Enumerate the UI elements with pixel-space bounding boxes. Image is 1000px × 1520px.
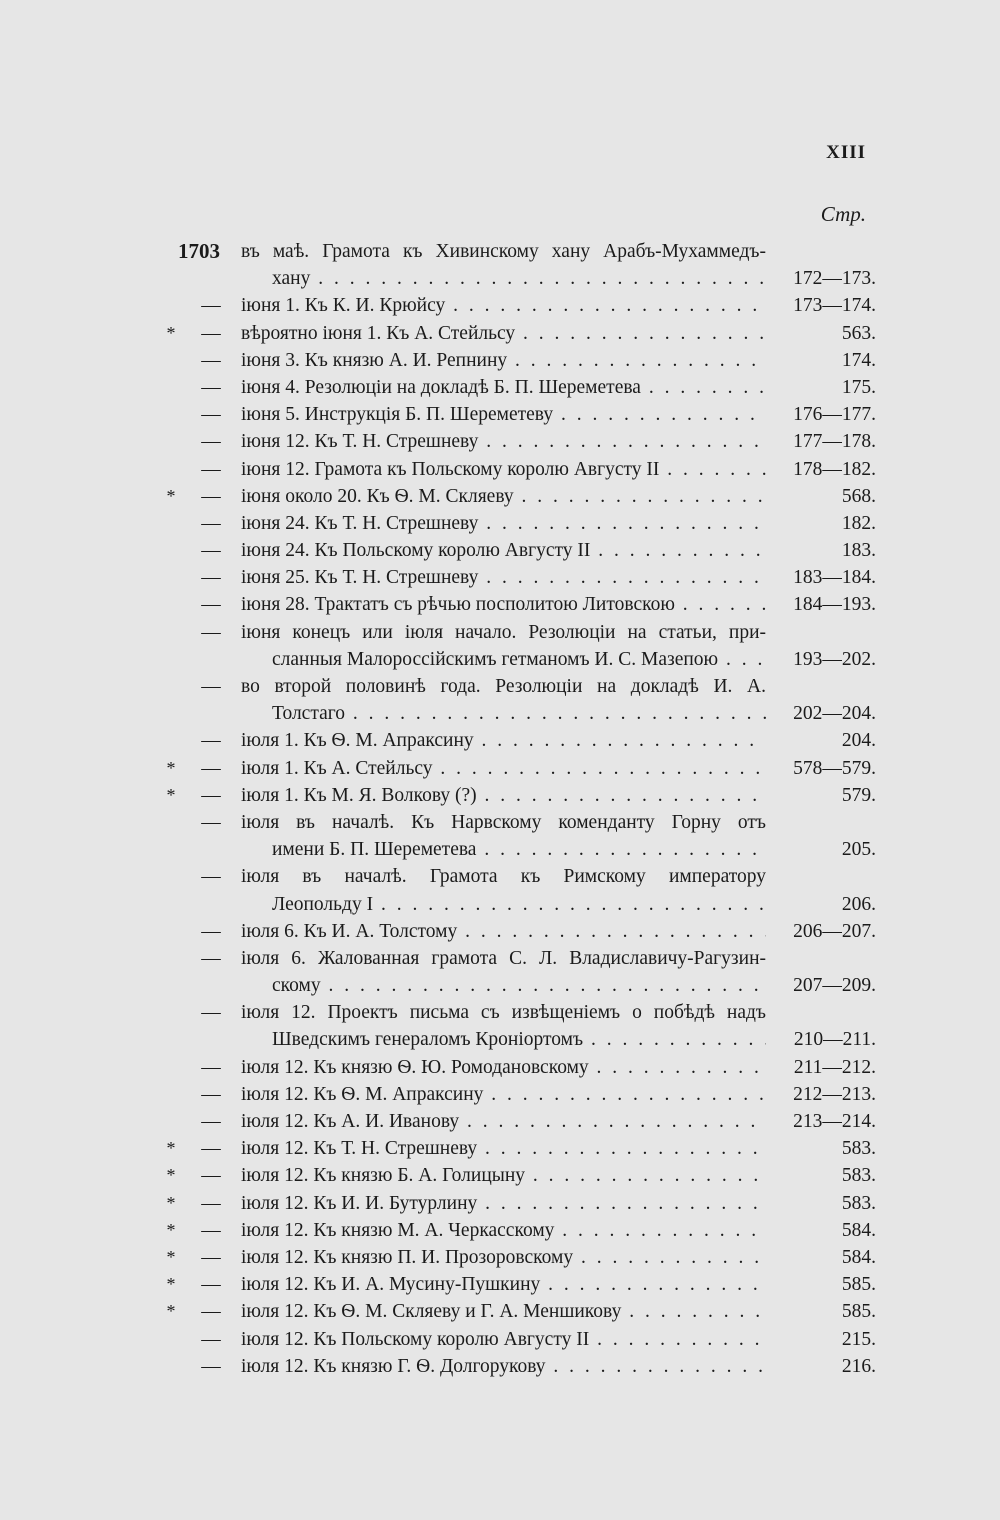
entry-dash: — [201, 811, 221, 833]
entry-title [241, 782, 766, 809]
entry-title [241, 320, 766, 347]
entry-title [241, 1244, 766, 1271]
toc-entry-line [0, 1081, 1000, 1108]
toc-entry-line [0, 401, 1000, 428]
entry-page-number: 578—579. [793, 757, 876, 779]
entry-title [241, 809, 766, 836]
entry-asterisk: * [166, 1301, 176, 1322]
entry-page-number: 184—193. [793, 594, 876, 616]
entry-dash: — [201, 485, 221, 507]
entry-page-number: 213—214. [793, 1111, 876, 1132]
toc-entry-line [0, 836, 1000, 863]
entry-title [241, 755, 766, 782]
entry-title-text: іюля 1. Къ М. Я. Волкову (?) [241, 784, 477, 806]
entry-dash: — [201, 512, 221, 534]
entry-title [241, 537, 766, 564]
dot-leader [590, 540, 766, 561]
entry-dash: — [201, 349, 221, 371]
entry-page-number: 583. [841, 1192, 876, 1214]
entry-page-number: 215. [841, 1328, 876, 1350]
entry-title [241, 374, 766, 401]
entry-title-text: іюля 12. Къ князю Б. А. Голицыну [241, 1165, 526, 1187]
entry-dash: — [201, 431, 221, 453]
page-folio: XIII [826, 142, 866, 163]
dot-leader [310, 268, 766, 289]
toc-entry-line [0, 945, 1000, 972]
entry-title-text: іюня 24. Къ Польскому королю Августу II [241, 540, 591, 562]
toc-entry-line [0, 1271, 1000, 1298]
entry-title [241, 1190, 766, 1217]
entry-title-text: іюля 12. Къ А. И. Иванову [241, 1111, 460, 1132]
toc-entry-line [0, 1162, 1000, 1189]
toc-entry-line [0, 1326, 1000, 1353]
entry-dash: — [201, 1246, 221, 1268]
entry-title [272, 265, 766, 292]
entry-dash: — [201, 784, 221, 806]
toc-entry-line [0, 1026, 1000, 1053]
toc-entry-line [0, 292, 1000, 319]
entry-dash: — [201, 1274, 221, 1296]
entry-dash: — [201, 621, 221, 643]
entry-dash: — [201, 866, 221, 888]
dot-leader [457, 921, 766, 942]
toc-entry-line [0, 646, 1000, 673]
dot-leader [433, 758, 766, 779]
dot-leader [515, 323, 766, 344]
dot-leader [554, 1220, 766, 1241]
dot-leader [478, 567, 766, 588]
entry-title [241, 456, 766, 483]
entry-dash: — [201, 1301, 221, 1323]
entry-dash: — [201, 404, 221, 426]
entry-title [241, 1162, 766, 1189]
entry-title-text: іюля 12. Къ Ѳ. М. Скляеву и Г. А. Меншикову [241, 1301, 622, 1323]
entry-page-number: 211—212. [793, 1056, 876, 1078]
entry-title [241, 1326, 766, 1353]
entry-dash: — [201, 676, 221, 697]
entry-page-number: 202—204. [793, 703, 876, 725]
entry-title [272, 1026, 766, 1053]
entry-asterisk: * [166, 322, 176, 343]
toc-entry-line [0, 537, 1000, 564]
entry-dash: — [201, 567, 221, 589]
entry-title [241, 428, 766, 455]
entry-asterisk: * [166, 1219, 176, 1240]
toc-entry-line [0, 1217, 1000, 1244]
entry-title [241, 347, 766, 374]
entry-page-number: 563. [841, 322, 876, 344]
toc-entry-line [0, 619, 1000, 646]
dot-leader [546, 1356, 766, 1377]
entry-title [241, 510, 766, 537]
entry-title-text: Шведскимъ генераломъ Кроніортомъ [272, 1029, 584, 1051]
toc-entry-line [0, 891, 1000, 918]
entry-dash: — [201, 757, 221, 779]
toc-entry-line [0, 347, 1000, 374]
toc-entry-line [0, 809, 1000, 836]
dot-leader [474, 730, 766, 751]
entry-page-number: 173—174. [793, 295, 876, 317]
dot-leader [641, 377, 766, 398]
entry-page-number: 204. [841, 730, 876, 752]
toc-entry-line [0, 727, 1000, 754]
entry-page-number: 207—209. [793, 975, 876, 997]
entry-title-text: іюня 28. Трактатъ съ рѣчью посполитою Литовскою [241, 594, 675, 616]
toc-entry-line [0, 918, 1000, 945]
entry-dash: — [201, 594, 221, 616]
entry-page-number: 183. [841, 540, 876, 562]
dot-leader [476, 839, 766, 860]
entry-title-text: во второй половинѣ года. Резолюціи на докладѣ И. А. [241, 676, 766, 697]
dot-leader [373, 894, 766, 915]
toc-entry-line [0, 238, 1000, 265]
toc-entry-line [0, 510, 1000, 537]
toc-entry-line [0, 782, 1000, 809]
toc-entry-line [0, 428, 1000, 455]
entry-title-text: скому [272, 975, 321, 997]
toc-entry-line [0, 265, 1000, 292]
entry-dash: — [201, 1355, 221, 1377]
entry-page-number: 216. [841, 1355, 876, 1377]
entry-title-text: іюля 12. Къ Ѳ. М. Апраксину [241, 1083, 484, 1105]
entry-title [241, 483, 766, 510]
entry-page-number: 182. [841, 512, 876, 534]
dot-leader [507, 350, 766, 371]
dot-leader [589, 1057, 766, 1078]
entry-page-number: 206—207. [793, 920, 876, 942]
toc-entry-line [0, 374, 1000, 401]
dot-leader [573, 1247, 766, 1268]
entry-page-number: 178—182. [793, 458, 876, 480]
entry-page-number: 193—202. [793, 648, 876, 670]
entry-asterisk: * [166, 1274, 176, 1295]
entry-title [241, 1081, 766, 1108]
entry-title-text: іюля 6. Къ И. А. Толстому [241, 920, 458, 942]
entry-title [241, 1135, 766, 1162]
entry-title-text: іюля 12. Къ князю П. И. Прозоровскому [241, 1246, 574, 1268]
dot-leader [583, 1029, 766, 1050]
entry-dash: — [201, 730, 221, 752]
entry-page-number: 210—211. [793, 1029, 876, 1051]
entry-page-number: 585. [841, 1301, 876, 1323]
dot-leader [553, 404, 766, 425]
entry-title [241, 292, 766, 319]
entry-dash: — [201, 1138, 221, 1160]
entry-title-text: іюля 12. Къ И. А. Мусину-Пушкину [241, 1274, 541, 1296]
toc-entry-line [0, 1054, 1000, 1081]
dot-leader [478, 431, 766, 452]
entry-asterisk: * [166, 1165, 176, 1186]
entry-title [241, 1217, 766, 1244]
toc-entry-line [0, 1108, 1000, 1135]
entry-title [241, 863, 766, 890]
dot-leader [514, 486, 766, 507]
entry-page-number: 584. [841, 1246, 876, 1268]
entry-title [241, 999, 766, 1026]
entry-title [272, 836, 766, 863]
entry-dash: — [201, 1002, 221, 1024]
dot-leader [589, 1329, 766, 1350]
entry-dash: — [201, 920, 221, 942]
entry-asterisk: * [166, 784, 176, 805]
entry-title [272, 891, 766, 918]
entry-title-text: іюля 12. Проектъ письма съ извѣщеніемъ о побѣдѣ надъ [241, 1002, 766, 1024]
entry-title-text: іюня 25. Къ Т. Н. Стрешневу [241, 567, 479, 589]
toc-entry-line [0, 483, 1000, 510]
entry-title [241, 673, 766, 700]
dot-leader [477, 1138, 766, 1159]
entry-dash: — [201, 458, 221, 480]
entry-title-text: въ маѣ. Грамота къ Хивинскому хану Арабъ-Мухаммедъ- [241, 241, 766, 262]
entry-page-number: 212—213. [793, 1083, 876, 1105]
entry-title-text: іюля 12. Къ И. И. Бутурлину [241, 1192, 478, 1214]
entry-title [241, 1271, 766, 1298]
entry-title-text: іюня 24. Къ Т. Н. Стрешневу [241, 512, 479, 534]
entry-title-text: Толстаго [272, 703, 346, 725]
entry-page-number: 172—173. [793, 268, 876, 290]
entry-title-text: іюля 1. Къ А. Стейльсу [241, 757, 433, 779]
entry-page-number: 206. [841, 893, 876, 915]
entry-page-number: 583. [841, 1165, 876, 1187]
entry-dash: — [201, 540, 221, 562]
entry-title-text: сланныя Малороссійскимъ гетманомъ И. С. Мазепою [272, 648, 719, 670]
entry-dash: — [201, 322, 221, 344]
entry-title [241, 1353, 766, 1380]
dot-leader [525, 1165, 766, 1186]
entry-dash: — [201, 1083, 221, 1105]
entry-title [241, 1108, 766, 1135]
entry-title-text: іюня 12. Грамота къ Польскому королю Августу II [241, 458, 660, 480]
entry-title [241, 727, 766, 754]
dot-leader [718, 649, 766, 670]
toc-entry-line [0, 863, 1000, 890]
entry-asterisk: * [166, 1138, 176, 1159]
entry-title [241, 1054, 766, 1081]
toc-entry-line [0, 700, 1000, 727]
toc-entry-line [0, 564, 1000, 591]
entry-page-number: 205. [841, 839, 876, 861]
entry-page-number: 183—184. [793, 567, 876, 589]
entry-title-text: имени Б. П. Шереметева [272, 839, 477, 861]
entry-title-text: іюля 12. Къ князю М. А. Черкасскому [241, 1219, 555, 1241]
entry-asterisk: * [166, 757, 176, 778]
entry-page-number: 579. [841, 784, 876, 806]
entry-title-text: іюля 6. Жалованная грамота С. Л. Владиславичу-Рагузин- [241, 947, 766, 969]
entry-title-text: іюля 1. Къ Ѳ. М. Апраксину [241, 730, 474, 752]
entry-title-text: іюля 12. Къ князю Г. Ѳ. Долгорукову [241, 1355, 546, 1377]
entry-dash: — [201, 1056, 221, 1078]
entry-asterisk: * [166, 485, 176, 506]
entry-dash: — [201, 1219, 221, 1241]
entry-title-text: іюня 5. Инструкція Б. П. Шереметеву [241, 404, 554, 426]
toc-entry-line [0, 755, 1000, 782]
entry-title [241, 619, 766, 646]
entry-title [241, 918, 766, 945]
entry-title-text: вѣроятно іюня 1. Къ А. Стейльсу [241, 322, 516, 344]
entry-page-number: 174. [841, 349, 876, 371]
entry-page-number: 176—177. [793, 404, 876, 426]
dot-leader [659, 459, 766, 480]
entry-page-number: 177—178. [793, 431, 876, 453]
toc-entry-line [0, 456, 1000, 483]
dot-leader [483, 1084, 766, 1105]
entry-dash: — [201, 376, 221, 398]
entry-title-text: іюля 12. Къ Т. Н. Стрешневу [241, 1138, 478, 1160]
entry-title-text: іюня 12. Къ Т. Н. Стрешневу [241, 431, 479, 453]
dot-leader [675, 594, 766, 615]
entry-title [241, 238, 766, 265]
entry-title-text: іюля 12. Къ князю Ѳ. Ю. Ромодановскому [241, 1056, 589, 1078]
entry-title-text: іюня около 20. Къ Ѳ. М. Скляеву [241, 485, 514, 507]
entry-title-text: іюля въ началѣ. Къ Нарвскому коменданту Горну отъ [241, 811, 766, 833]
entry-page-number: 568. [841, 485, 876, 507]
toc-entry-line [0, 1244, 1000, 1271]
entry-dash: — [201, 1111, 221, 1132]
toc-entry-line [0, 673, 1000, 700]
dot-leader [345, 703, 766, 724]
dot-leader [621, 1301, 766, 1322]
entry-asterisk: * [166, 1192, 176, 1213]
entry-dash: — [201, 1192, 221, 1214]
toc-entry-line [0, 972, 1000, 999]
entry-title [241, 1298, 766, 1325]
dot-leader [478, 513, 766, 534]
entry-title [272, 646, 766, 673]
toc-entry-line [0, 591, 1000, 618]
entry-title-text: Леопольду I [272, 893, 374, 915]
toc-entry-line [0, 1190, 1000, 1217]
entry-title [241, 564, 766, 591]
toc-entry-line [0, 999, 1000, 1026]
page-column-heading: Стр. [820, 202, 866, 226]
dot-leader [321, 975, 766, 996]
entry-title [272, 700, 766, 727]
entry-page-number: 583. [841, 1138, 876, 1160]
entry-title-text: іюня конецъ или іюля начало. Резолюціи на статьи, при- [241, 621, 766, 643]
toc-entry-line [0, 1353, 1000, 1380]
entry-title-text: іюня 4. Резолюціи на докладѣ Б. П. Шереметева [241, 376, 641, 398]
entry-dash: — [201, 1328, 221, 1350]
dot-leader [477, 1193, 766, 1214]
entry-page-number: 584. [841, 1219, 876, 1241]
entry-title-text: іюля въ началѣ. Грамота къ Римскому императору [241, 866, 766, 888]
dot-leader [477, 785, 766, 806]
dot-leader [459, 1111, 766, 1132]
toc-entry-line [0, 320, 1000, 347]
dot-leader [540, 1274, 766, 1295]
entry-title [241, 945, 766, 972]
entry-title-text: іюля 12. Къ Польскому королю Августу II [241, 1328, 590, 1350]
entry-asterisk: * [166, 1246, 176, 1267]
entry-title-text: іюня 3. Къ князю А. И. Репнину [241, 349, 508, 371]
entry-dash: — [201, 295, 221, 317]
entry-dash: — [201, 947, 221, 969]
entry-title [272, 972, 766, 999]
dot-leader [445, 295, 766, 316]
entry-dash: — [201, 1165, 221, 1187]
entry-title-text: хану [272, 268, 311, 290]
table-of-contents [0, 238, 1000, 1380]
entry-title-text: іюня 1. Къ К. И. Крюйсу [241, 295, 446, 317]
entry-page-number: 585. [841, 1274, 876, 1296]
toc-entry-line [0, 1135, 1000, 1162]
entry-page-number: 175. [841, 376, 876, 398]
entry-title [241, 401, 766, 428]
entry-title [241, 591, 766, 618]
toc-entry-line [0, 1298, 1000, 1325]
entry-year: 1703 [178, 239, 220, 263]
